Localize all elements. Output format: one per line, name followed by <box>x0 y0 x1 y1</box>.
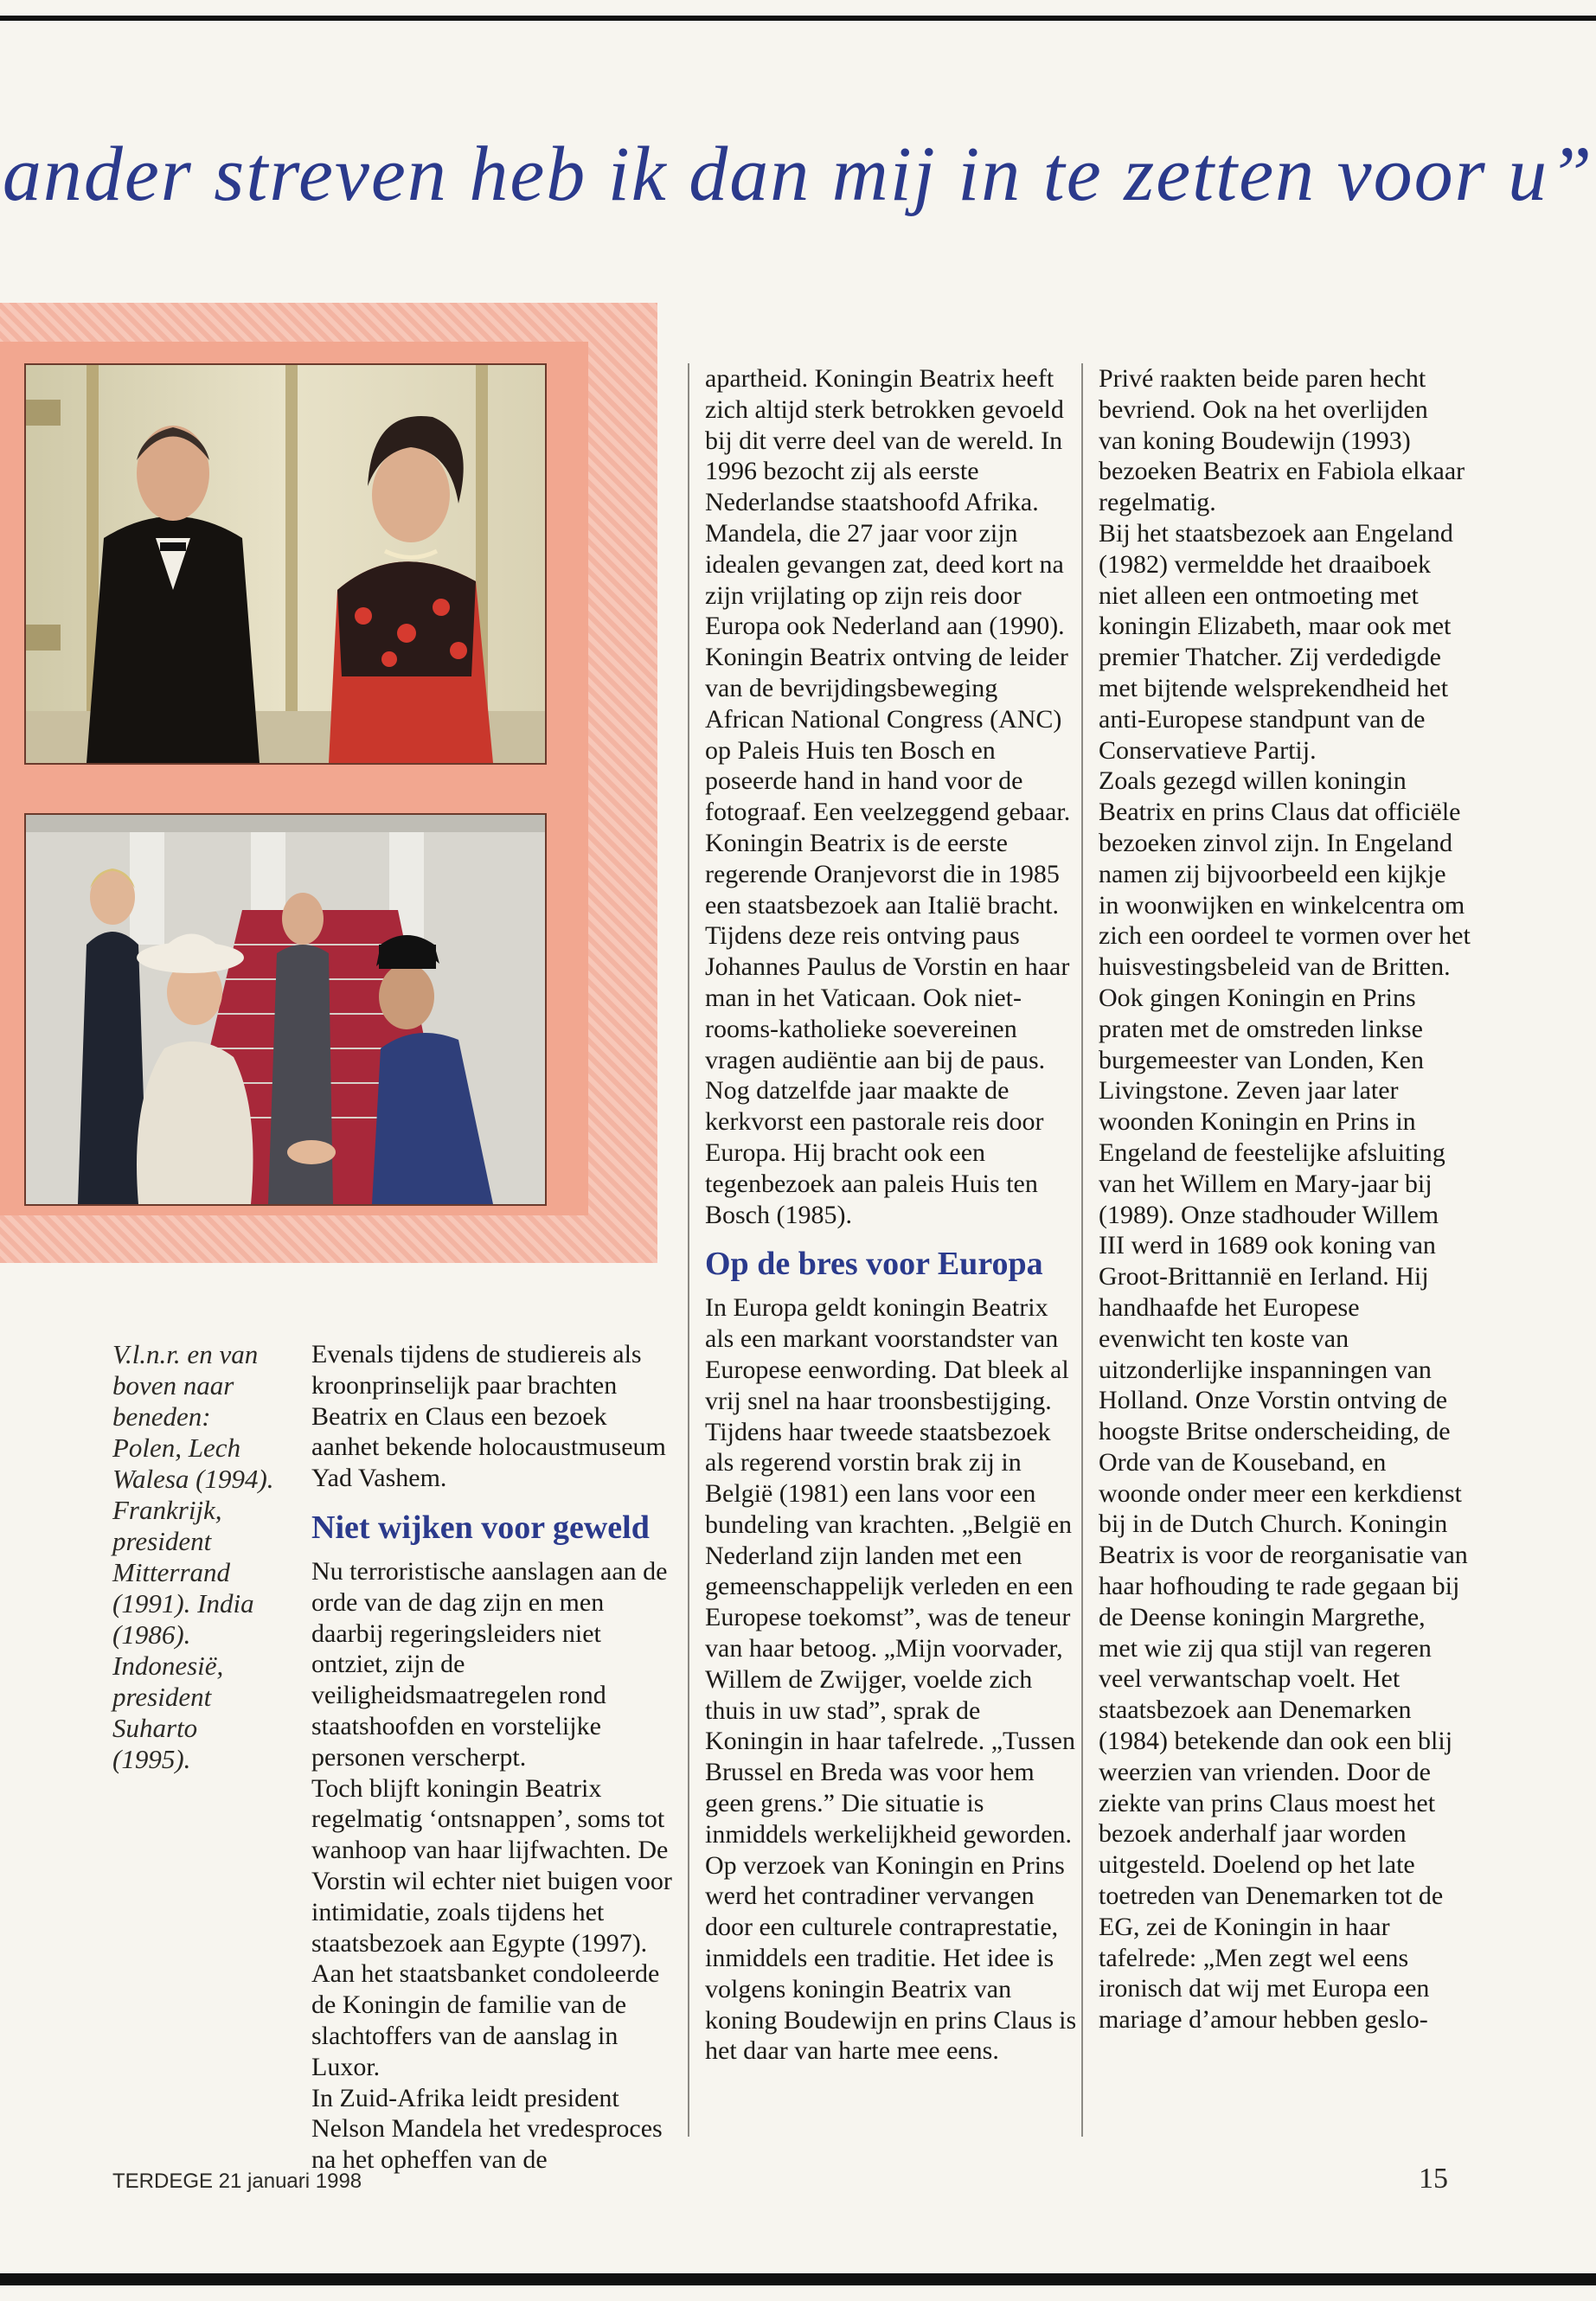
photo-caption: V.l.n.r. en van boven naar beneden: Polen, Lech Walesa (1994). Frankrijk, president Mitterrand (1991). India (1986). Indonesië, president Suharto (1995). <box>112 1339 274 1774</box>
column1-body: Nu terroristische aanslagen aan de orde van de dag zijn en men daarbij regeringsleiders niet ontziet, zijn de veiligheidsmaatregelen rond staatshoofden en vorstelijke personen verscherpt. Toch blijft koningin Beatrix regelmatig ‘ontsnappen’, soms tot wanhoop van haar lijfwachten. De Vorstin wil echter niet buigen voor intimidatie, zoals tijdens het staatsbezoek aan Egypte (1997). Aan het staatsbanket condoleerde de Koningin de familie van de slachtoffers van de aanslag in Luxor. In Zuid-Afrika leidt president Nelson Mandela het vredesproces na het opheffen van de <box>311 1556 672 2175</box>
subheading-op-de-bres: Op de bres voor Europa <box>705 1246 1043 1283</box>
top-rule <box>0 16 1596 21</box>
bottom-rule <box>0 2273 1596 2285</box>
column-rule <box>688 363 689 2137</box>
column2-body2: In Europa geldt koningin Beatrix als een markant voorstandster van Europese eenwording. Dat bleek al vrij snel na haar troonsbestijging. Tijdens haar tweede staatsbezoek als regerend vorstin brak zij in België (1981) een lans voor een bundeling van krachten. „België en Nederland zijn landen met een gemeenschappelijk verleden en een Europese toekomst”, was de teneur van haar betoog. „Mijn voorvader, Willem de Zwijger, voelde zich thuis in uw stad”, sprak de Koningin in haar tafelrede. „Tussen Brussel en Breda was voor hem geen grens.” Die situatie is inmiddels werkelijkheid geworden. Op verzoek van Koningin en Prins werd het contradiner vervangen door een culturele contraprestatie, inmiddels een traditie. Het idee is volgens koningin Beatrix van koning Boudewijn en prins Claus is het daar van harte mee eens. <box>705 1293 1077 2066</box>
photo-state-visit-france <box>24 363 547 765</box>
page-headline: ander streven heb ik dan mij in te zetten voor u” <box>2 131 1594 217</box>
footer-page-number: 15 <box>1419 2163 1448 2195</box>
column2-body: apartheid. Koningin Beatrix heeft zich altijd sterk betrokken gevoeld bij dit verre deel van de wereld. In 1996 bezocht zij als eerste Nederlandse staatshoofd Afrika. Mandela, die 27 jaar voor zijn idealen gevangen zat, deed kort na zijn vrijlating op zijn reis door Europa ook Nederland aan (1990). Koningin Beatrix ontving de leider van de bevrijdingsbeweging African National Congress (ANC) op Paleis Huis ten Bosch en poseerde hand in hand voor de fotograaf. Een veelzeggend gebaar. Koningin Beatrix is de eerste regerende Oranjevorst die in 1985 een staatsbezoek aan Italië bracht. Tijdens deze reis ontving paus Johannes Paulus de Vorstin en haar man in het Vaticaan. Ook niet-rooms-katholieke soevereinen vragen audiëntie aan bij de paus. Nog datzelfde jaar maakte de kerkvorst een pastorale reis door Europa. Hij bracht ook een tegenbezoek aan paleis Huis ten Bosch (1985). <box>705 364 1071 1229</box>
column1-intro: Evenals tijdens de studiereis als kroonprinselijk paar brachten Beatrix en Claus een bezoek aanhet bekende holocaustmuseum Yad Vashem. <box>311 1340 666 1493</box>
article-column-2 <box>705 363 1077 2067</box>
subheading-niet-wijken: Niet wijken voor geweld <box>311 1509 650 1546</box>
article-column-1 <box>311 1339 675 2176</box>
column-rule <box>1081 363 1083 2137</box>
footer-publication: TERDEGE 21 januari 1998 <box>112 2170 362 2193</box>
photo-state-visit-indonesia <box>24 813 547 1206</box>
column3-body: Privé raakten beide paren hecht bevriend. Ook na het overlijden van koning Boudewijn (1993) bezoeken Beatrix en Fabiola elkaar regelmatig. Bij het staatsbezoek aan Engeland (1982) vermeldde het draaiboek niet alleen een ontmoeting met koningin Elizabeth, maar ook met premier Thatcher. Zij verdedigde met bijtende welsprekendheid het anti-Europese standpunt van de Conservatieve Partij. Zoals gezegd willen koningin Beatrix en prins Claus dat officiële bezoeken zinvol zijn. In Engeland namen zij bijvoorbeeld een kijkje in woonwijken en winkelcentra om zich een oordeel te vormen over het huisvestingsbeleid van de Britten. Ook gingen Koningin en Prins praten met de omstreden linkse burgemeester van Londen, Ken Livingstone. Zeven jaar later woonden Koningin en Prins in Engeland de feestelijke afsluiting van het Willem en Mary-jaar bij (1989). Onze stadhouder Willem III werd in 1689 ook koning van Groot-Brittannië en Ierland. Hij handhaafde het Europese evenwicht ten koste van uitzonderlijke inspanningen van Holland. Onze Vorstin ontving de hoogste Britse onderscheiding, de Orde van de Kouseband, en woonde onder meer een kerkdienst bij in de Dutch Church. Koningin Beatrix is voor de reorganisatie van haar hofhouding te rade gegaan bij de Deense koningin Margrethe, met wie zij qua stijl van regeren veel verwantschap voelt. Het staatsbezoek aan Denemarken (1984) betekende dan ook een blij weerzien van vrienden. Door de ziekte van prins Claus moest het bezoek anderhalf jaar worden uitgesteld. Doelend op het late toetreden van Denemarken tot de EG, zei de Koningin in haar tafelrede: „Men zegt wel eens ironisch dat wij met Europa een mariage d’amour hebben geslo- <box>1099 364 1471 2035</box>
article-column-3 <box>1099 363 1471 2035</box>
